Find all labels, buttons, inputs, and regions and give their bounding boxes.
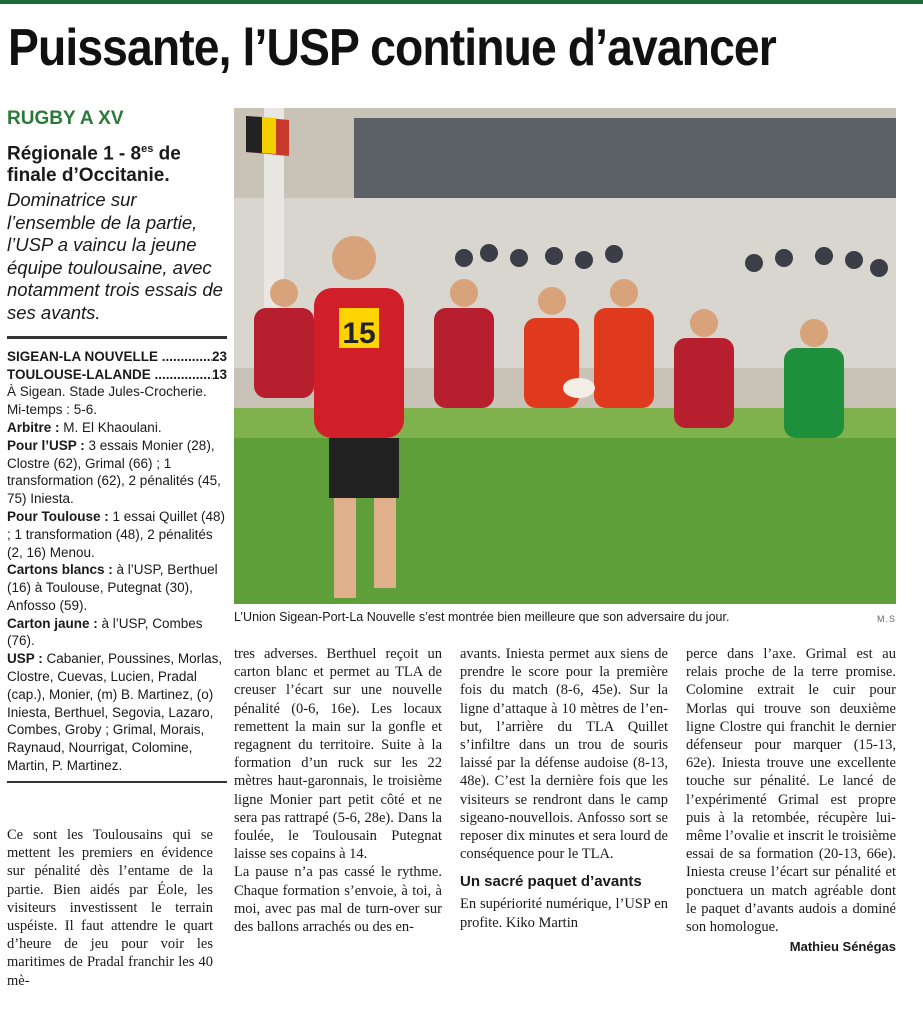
divider (7, 336, 227, 339)
fact-value: M. El Khaoulani. (59, 419, 162, 435)
sidebar (7, 108, 227, 791)
team-score: 13 (211, 366, 227, 382)
paragraph: perce dans l’axe. Grimal est au relais proche de la terre promise. Colomine extrait le cuir pour Morlas qui trouve son deuxième ligne Clostre qui franchit le dernier défenseur pour marquer (15-13, 62e). Iniesta trouve une excellente touche sur pénalité. Le lancé de l’expérimenté Grimal est propre puis à la retombée, récupère lui-même l’ovalie et inscrit le troisième essai de sa formation (20-13, 66e). Iniesta creuse l’écart sur pénalité et ponctuera un match agréable dont le paquet d’avants audois a dominé son homologue. (686, 646, 896, 936)
team-score: 23 (211, 349, 227, 365)
fact-label: Carton jaune : (7, 615, 98, 631)
score-row (7, 348, 227, 366)
venue: À Sigean. Stade Jules-Crocherie. Mi-temps : 5-6. (7, 384, 207, 418)
team-name: SIGEAN-LA NOUVELLE ..... (7, 348, 212, 366)
article-subhead: Un sacré paquet d’avants (460, 873, 642, 891)
fact-value: à l’USP, Combes (76). (7, 615, 203, 649)
paragraph: La pause n’a pas cassé le rythme. Chaque formation s’envoie, à toi, à moi, avec pas mal de turn-over sur des ballons arrachés ou des en- (234, 864, 442, 936)
subhead-text-2: de finale d’Occitanie. (7, 143, 181, 187)
article-column-1 (7, 826, 213, 990)
match-photo (234, 108, 896, 604)
fact-label: Arbitre : (7, 419, 60, 435)
match-facts (7, 383, 227, 775)
fact-value: 1 essai Quillet (48) ; 1 transformation (48), 2 pénalités (2, 16) Menou. (7, 508, 226, 560)
fact-white-cards (7, 561, 227, 614)
fact-referee (7, 419, 227, 437)
fact-label: Pour Toulouse : (7, 508, 109, 524)
fact-value: 3 essais Monier (28), Clostre (62), Grimal (66) ; 1 transformation (62), 2 pénalités (45, 75) Iniesta. (7, 437, 221, 507)
jersey-number: 15 (342, 317, 376, 350)
paragraph: Ce sont les Toulousains qui se mettent les premiers en évidence sur pénalité dès l’entame de la partie. Bien aidés par Éole, les visiteurs investissent le terrain uspéiste. Il faut attendre le quart d’heure de jeu pour voir les maritimes de Pradal franchir les 40 mè- (7, 827, 213, 989)
team-name: TOULOUSE-LALANDE ..... (7, 366, 212, 384)
score-row (7, 366, 227, 384)
fact-label: Cartons blancs : (7, 562, 113, 578)
fact-value: à l’USP, Berthuel (16) à Toulouse, Putegnat (30), Anfosso (59). (7, 562, 218, 613)
subhead-sup: es (141, 143, 154, 155)
author-signature: Mathieu Sénégas (789, 939, 896, 955)
intro: Dominatrice sur l’ensemble de la partie, l’USP a vaincu la jeune équipe toulousaine, avec notamment trois essais de ses avants. (7, 189, 223, 323)
divider (7, 781, 227, 783)
fact-value: Cabanier, Poussines, Morlas, Clostre, Cuevas, Lucien, Pradal (cap.), Monier, (m) B. Martinez, (o) Iniesta, Berthuel, Segovia, Lazaro, Combes, Groby ; Grimal, Morais, Raynaud, Nourrigat, Colomine, Martin, P. Martinez. (7, 651, 223, 774)
photo-illustration (234, 108, 896, 604)
paragraph: En supériorité numérique, l’USP en profite. Kiko Martin (460, 896, 668, 931)
photo-credit: M.S (876, 614, 896, 624)
paragraph: avants. Iniesta permet aux siens de prendre le score pour la première fois du match (8-6, 45e). Sur la ligne d’attaque à 10 mètres de l’en-but, l’arrière du TLA Quillet s’infiltre dans un trou de souris laissé par la défense audoise (8-13, 48e). C’est la dernière fois que les visiteurs se rendront dans le camp sigeano-nouvellois. Anfosso sort se reposer dix minutes et sera lourd de conséquence pour le TLA. (460, 646, 668, 863)
fact-usp-scorers (7, 437, 227, 508)
subhead-text: Régionale 1 - 8 (7, 143, 142, 165)
headline: Puissante, l’USP continue d’avancer (8, 19, 776, 77)
section-label: RUGBY A XV (7, 108, 124, 129)
subheadline (7, 138, 227, 187)
article-column-4 (686, 645, 896, 956)
fact-label: Pour l’USP : (7, 437, 85, 453)
fact-lineup (7, 650, 227, 775)
article-column-2 (234, 645, 442, 936)
top-rule (0, 0, 923, 4)
photo-caption (234, 609, 896, 625)
fact-label: USP : (7, 651, 43, 667)
fact-yellow-card (7, 615, 227, 651)
fact-toulouse-scorers (7, 508, 227, 561)
paragraph: tres adverses. Berthuel reçoit un carton blanc et permet au TLA de creuser l’écart sur une nouvelle pénalité (0-6, 16e). Les locaux remettent la main sur la gonfle et regagnent du territoire. Suite à la formation d’un ruck sur les 22 mètres haut-garonnais, le troisième ligne Monier part petit côté et ne sera pas rattrapé (5-6, 28e). Dans la foulée, le Toulousain Putegnat laisse ses copains à 14. (234, 646, 442, 863)
article-column-3 (460, 645, 668, 932)
caption-text: L’Union Sigean-Port-La Nouvelle s’est montrée bien meilleure que son adversaire du jour. (234, 610, 730, 624)
